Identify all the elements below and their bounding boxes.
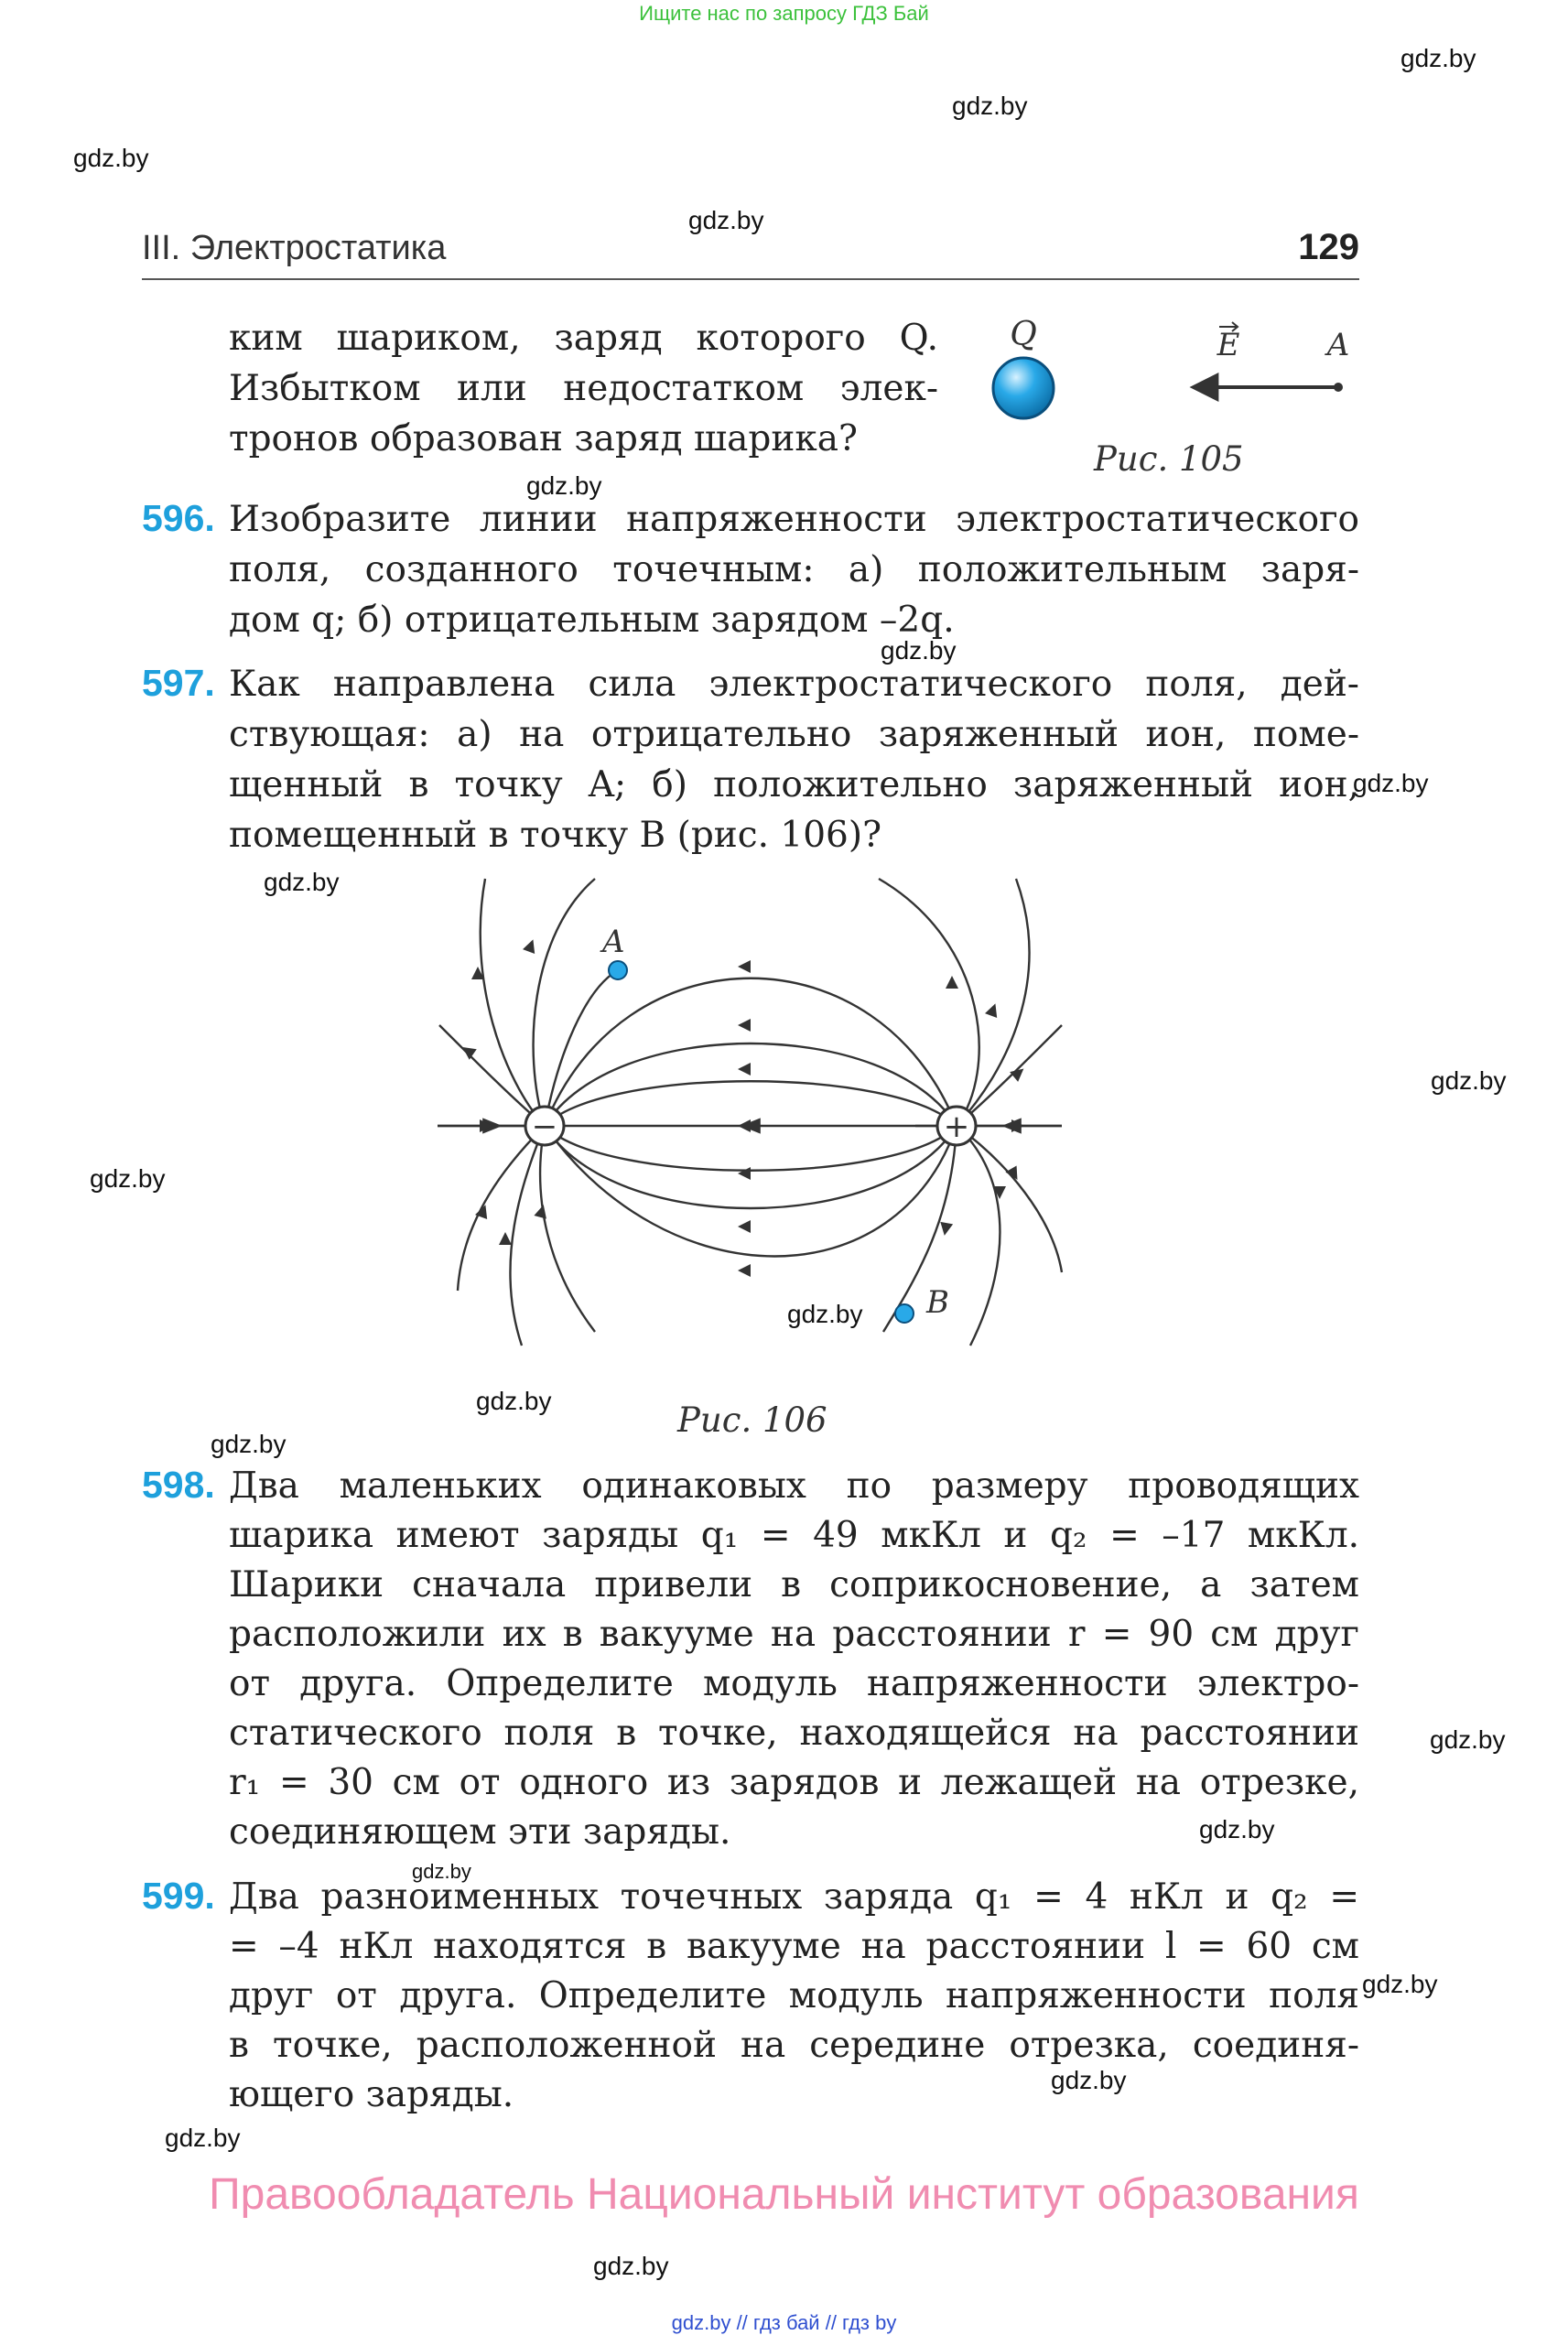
point-b-label: B xyxy=(926,1284,949,1321)
problem-number: 599. xyxy=(142,1875,215,1917)
arrow-icon xyxy=(738,1119,751,1132)
watermark: gdz.by xyxy=(593,2252,669,2280)
bottom-links[interactable]: gdz.by // гдз бай // гдз by xyxy=(671,2311,897,2334)
field-line-left-outer-2 xyxy=(534,879,595,1126)
charged-ball xyxy=(993,358,1054,418)
intro-line: Избытком или недостатком элек- xyxy=(229,368,938,409)
watermark: gdz.by xyxy=(73,144,149,172)
section-title: III. Электростатика xyxy=(142,229,447,267)
field-line-left-outer-6 xyxy=(540,1126,595,1332)
figure-105-caption: Рис. 105 xyxy=(1094,439,1244,479)
problem-line: ющего заряды. xyxy=(229,2074,514,2115)
field-line-right-outer-5 xyxy=(957,1126,1000,1346)
problem-line: друг от друга. Определите модуль напряженности поля xyxy=(229,1975,1359,2016)
watermark: gdz.by xyxy=(1199,1815,1275,1843)
point-a-label: A xyxy=(602,924,625,960)
field-line-arc-top-3 xyxy=(545,978,957,1126)
arrow-icon xyxy=(738,960,751,973)
arrow-icon xyxy=(985,1001,1001,1018)
arrow-icon xyxy=(738,1220,751,1233)
problem-line: Шарики сначала привели в соприкосновение, а затем xyxy=(229,1564,1359,1605)
problem-line: поля, созданного точечным: а) положительным заря- xyxy=(229,549,1359,590)
problem-number: 597. xyxy=(142,662,215,704)
field-line-left-outer-3 xyxy=(439,1025,545,1126)
charge-label: Q xyxy=(1010,316,1037,353)
watermark: gdz.by xyxy=(1051,2066,1127,2094)
watermark: gdz.by xyxy=(211,1430,287,1458)
intro-line: ким шариком, заряд которого Q. xyxy=(229,318,938,359)
problem-line: дом q; б) отрицательным зарядом –2q. xyxy=(229,600,955,641)
field-line-right-outer-3 xyxy=(957,1025,1062,1126)
point-a-label: A xyxy=(1326,327,1350,363)
problem-line: шарика имеют заряды q₁ = 49 мкКл и q₂ = –17 мкКл. xyxy=(229,1515,1359,1556)
watermark: gdz.by xyxy=(1431,1066,1507,1095)
arrow-icon xyxy=(738,1264,751,1277)
problem-line: = –4 нКл находятся в вакууме на расстоянии l = 60 см xyxy=(229,1926,1359,1967)
problem-line: щенный в точку A; б) положительно заряженный ион, xyxy=(229,764,1359,805)
field-line-arc-bottom-1 xyxy=(545,1126,957,1171)
watermark: gdz.by xyxy=(787,1300,863,1328)
copyright-notice: Правообладатель Национальный институт образования xyxy=(209,2170,1359,2219)
positive-sign: + xyxy=(943,1108,970,1145)
watermark: gdz.by xyxy=(476,1387,552,1415)
page-number: 129 xyxy=(1298,227,1359,267)
problem-line: помещенный в точку B (рис. 106)? xyxy=(229,815,881,856)
problem-line: статического поля в точке, находящейся на расстоянии xyxy=(229,1713,1359,1754)
field-line-right-outer-4 xyxy=(957,1126,1062,1272)
watermark: gdz.by xyxy=(165,2124,241,2152)
arrow-icon xyxy=(738,1063,751,1076)
watermark: gdz.by xyxy=(688,206,764,234)
top-banner[interactable]: Ищите нас по запросу ГДЗ Бай xyxy=(639,2,929,25)
problem-line: в точке, расположенной на середине отрезка, соединя- xyxy=(229,2025,1359,2066)
negative-sign: − xyxy=(531,1108,558,1145)
watermark: gdz.by xyxy=(881,636,957,665)
problem-line: Два разноименных точечных заряда q₁ = 4 нКл и q₂ = xyxy=(229,1876,1359,1918)
problem-line: расположили их в вакууме на расстоянии r = 90 см друг xyxy=(229,1614,1359,1655)
problem-line: от друга. Определите модуль напряженности электро- xyxy=(229,1663,1359,1704)
field-label: E xyxy=(1217,327,1240,363)
watermark: gdz.by xyxy=(526,471,602,500)
problem-line: соединяющем эти заряды. xyxy=(229,1811,731,1853)
problem-number: 596. xyxy=(142,497,215,539)
figure-106-caption: Рис. 106 xyxy=(677,1400,827,1440)
field-line-right-outer-2 xyxy=(957,879,1029,1126)
arrow-icon xyxy=(523,937,539,954)
arrow-icon xyxy=(1011,1119,1024,1132)
watermark: gdz.by xyxy=(1362,1970,1438,1998)
problem-line: r₁ = 30 см от одного из зарядов и лежащей на отрезке, xyxy=(229,1762,1359,1803)
watermark: gdz.by xyxy=(90,1164,166,1193)
field-line-left-outer-4 xyxy=(458,1126,545,1291)
arrow-icon xyxy=(946,976,958,989)
problem-line: Изобразите линии напряженности электростатического xyxy=(229,499,1359,540)
arrow-icon xyxy=(459,1042,476,1059)
point-a-dot xyxy=(1334,383,1343,392)
arrow-icon xyxy=(738,1167,751,1180)
point-b xyxy=(895,1304,914,1323)
figure-106 xyxy=(421,870,1080,1382)
field-line-arc-bottom-3 xyxy=(545,1126,957,1257)
arrow-icon xyxy=(499,1232,512,1245)
watermark: gdz.by xyxy=(1353,769,1429,797)
header-divider xyxy=(142,278,1359,280)
field-line-right-outer-1 xyxy=(879,879,979,1126)
problem-number: 598. xyxy=(142,1464,215,1506)
watermark: gdz.by xyxy=(412,1860,471,1883)
watermark: gdz.by xyxy=(264,868,340,896)
field-line-left-outer-1 xyxy=(481,879,545,1126)
problem-line: Два маленьких одинаковых по размеру проводящих xyxy=(229,1465,1359,1507)
figure-105 xyxy=(970,307,1373,444)
watermark: gdz.by xyxy=(952,92,1028,120)
arrow-icon xyxy=(738,1019,751,1032)
intro-line: тронов образован заряд шарика? xyxy=(229,418,858,459)
watermark: gdz.by xyxy=(1400,44,1476,72)
point-a xyxy=(609,961,627,979)
watermark: gdz.by xyxy=(1430,1725,1506,1754)
problem-line: ствующая: а) на отрицательно заряженный ион, поме- xyxy=(229,714,1359,755)
arrow-icon xyxy=(480,1119,492,1132)
field-line-arc-top-1 xyxy=(545,1081,957,1126)
arrow-icon xyxy=(938,1222,953,1237)
problem-line: Как направлена сила электростатического поля, дей- xyxy=(229,664,1359,705)
field-line-arc-top-2 xyxy=(545,1043,957,1126)
